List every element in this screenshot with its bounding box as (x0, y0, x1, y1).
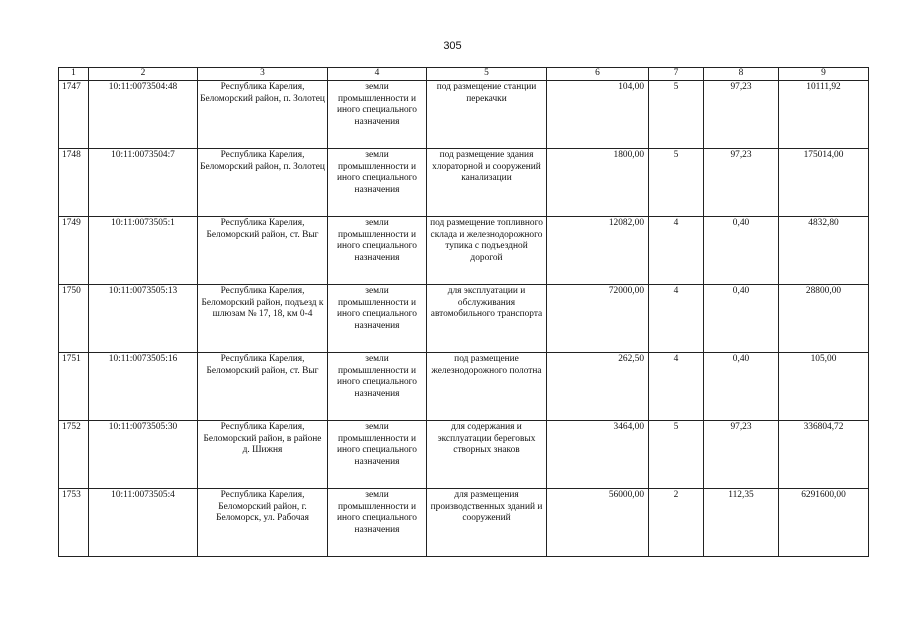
total-cell: 175014,00 (779, 149, 869, 217)
group-cell: 5 (649, 81, 704, 149)
row-number-cell: 1748 (59, 149, 89, 217)
location-cell: Республика Карелия, Беломорский район, г. Беломорск, ул. Рабочая (198, 489, 328, 557)
area-cell: 104,00 (547, 81, 649, 149)
area-cell: 56000,00 (547, 489, 649, 557)
cadastral-number-cell: 10:11:0073504:7 (89, 149, 198, 217)
row-number-cell: 1752 (59, 421, 89, 489)
group-cell: 4 (649, 217, 704, 285)
land-plots-table (58, 67, 869, 557)
area-cell: 12082,00 (547, 217, 649, 285)
rate-cell: 97,23 (704, 149, 779, 217)
column-header: 1 (59, 68, 89, 81)
permitted-use-cell: для содержания и эксплуатации береговых створных знаков (427, 421, 547, 489)
area-cell: 262,50 (547, 353, 649, 421)
table-row (59, 217, 869, 285)
column-header: 5 (427, 68, 547, 81)
location-cell: Республика Карелия, Беломорский район, в районе д. Шижня (198, 421, 328, 489)
table-row (59, 285, 869, 353)
land-category-cell: земли промышленности и иного специального назначения (328, 285, 427, 353)
total-cell: 28800,00 (779, 285, 869, 353)
row-number-cell: 1749 (59, 217, 89, 285)
group-cell: 4 (649, 353, 704, 421)
total-cell: 4832,80 (779, 217, 869, 285)
permitted-use-cell: под размещение станции перекачки (427, 81, 547, 149)
total-cell: 6291600,00 (779, 489, 869, 557)
total-cell: 336804,72 (779, 421, 869, 489)
location-cell: Республика Карелия, Беломорский район, ст. Выг (198, 353, 328, 421)
permitted-use-cell: для эксплуатации и обслуживания автомобильного транспорта (427, 285, 547, 353)
cadastral-number-cell: 10:11:0073505:30 (89, 421, 198, 489)
cadastral-number-cell: 10:11:0073505:13 (89, 285, 198, 353)
location-cell: Республика Карелия, Беломорский район, п. Золотец (198, 149, 328, 217)
table-row (59, 353, 869, 421)
table-row (59, 421, 869, 489)
rate-cell: 97,23 (704, 421, 779, 489)
cadastral-number-cell: 10:11:0073505:1 (89, 217, 198, 285)
row-number-cell: 1753 (59, 489, 89, 557)
land-category-cell: земли промышленности и иного специального назначения (328, 489, 427, 557)
column-header: 2 (89, 68, 198, 81)
header-row (59, 68, 869, 81)
permitted-use-cell: под размещение топливного склада и железнодорожного тупика с подъездной дорогой (427, 217, 547, 285)
rate-cell: 97,23 (704, 81, 779, 149)
total-cell: 10111,92 (779, 81, 869, 149)
column-header: 3 (198, 68, 328, 81)
group-cell: 5 (649, 149, 704, 217)
total-cell: 105,00 (779, 353, 869, 421)
rate-cell: 112,35 (704, 489, 779, 557)
table-row (59, 489, 869, 557)
land-category-cell: земли промышленности и иного специального назначения (328, 353, 427, 421)
table-row (59, 149, 869, 217)
location-cell: Республика Карелия, Беломорский район, п. Золотец (198, 81, 328, 149)
land-category-cell: земли промышленности и иного специального назначения (328, 149, 427, 217)
page-number: 305 (443, 40, 462, 52)
cadastral-number-cell: 10:11:0073504:48 (89, 81, 198, 149)
cadastral-number-cell: 10:11:0073505:16 (89, 353, 198, 421)
rate-cell: 0,40 (704, 285, 779, 353)
row-number-cell: 1751 (59, 353, 89, 421)
column-header: 4 (328, 68, 427, 81)
location-cell: Республика Карелия, Беломорский район, ст. Выг (198, 217, 328, 285)
column-header: 7 (649, 68, 704, 81)
table-row (59, 81, 869, 149)
land-category-cell: земли промышленности и иного специального назначения (328, 81, 427, 149)
group-cell: 4 (649, 285, 704, 353)
area-cell: 1800,00 (547, 149, 649, 217)
group-cell: 2 (649, 489, 704, 557)
area-cell: 72000,00 (547, 285, 649, 353)
column-header: 9 (779, 68, 869, 81)
area-cell: 3464,00 (547, 421, 649, 489)
column-header: 8 (704, 68, 779, 81)
location-cell: Республика Карелия, Беломорский район, подъезд к шлюзам № 17, 18, км 0-4 (198, 285, 328, 353)
land-category-cell: земли промышленности и иного специального назначения (328, 421, 427, 489)
row-number-cell: 1750 (59, 285, 89, 353)
permitted-use-cell: под размещение железнодорожного полотна (427, 353, 547, 421)
table-header (59, 68, 869, 81)
cadastral-number-cell: 10:11:0073505:4 (89, 489, 198, 557)
permitted-use-cell: под размещение здания хлораторной и сооружений канализации (427, 149, 547, 217)
row-number-cell: 1747 (59, 81, 89, 149)
group-cell: 5 (649, 421, 704, 489)
column-header: 6 (547, 68, 649, 81)
table-body (59, 81, 869, 557)
rate-cell: 0,40 (704, 217, 779, 285)
rate-cell: 0,40 (704, 353, 779, 421)
land-category-cell: земли промышленности и иного специального назначения (328, 217, 427, 285)
permitted-use-cell: для размещения производственных зданий и сооружений (427, 489, 547, 557)
